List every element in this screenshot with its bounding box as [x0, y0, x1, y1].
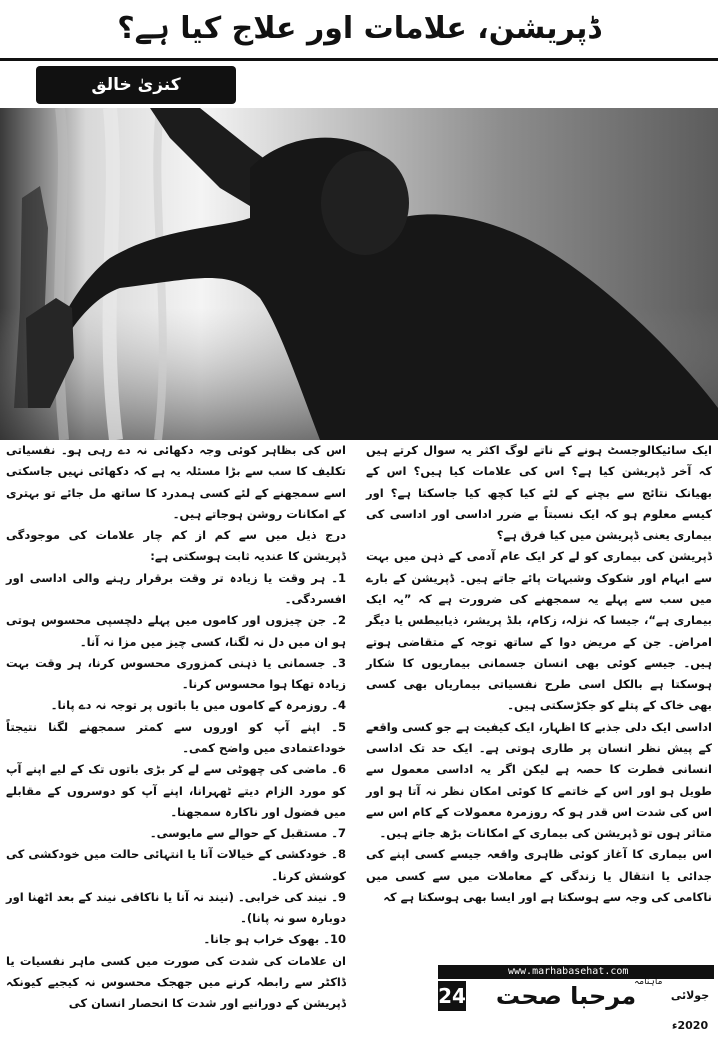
symptom-item: 2۔ جن چیزوں اور کاموں میں پہلے دلچسپی محسوس ہوتی ہو ان میں دل نہ لگنا، کسی چیز میں مزا نہ آنا۔	[6, 613, 346, 649]
paragraph: درج ذیل میں سے کم از کم چار علامات کی موجودگی ڈپریشن کا عندیہ ثابت ہوسکتی ہے:	[6, 528, 346, 564]
article-title: ڈپریشن، علامات اور علاج کیا ہے؟	[117, 11, 601, 46]
symptom-item: 9۔ نیند کی خرابی۔ (نیند نہ آنا یا ناکافی نیند کے بعد اٹھنا اور دوبارہ سو نہ پانا)۔	[6, 889, 346, 926]
symptom-item: 1۔ ہر وقت یا زیادہ تر وقت برقرار رہنے والی اداسی اور افسردگی۔	[6, 570, 346, 606]
depressed-man-photo	[0, 108, 718, 440]
symptom-item: 4۔ روزمرہ کے کاموں میں یا باتوں پر توجہ نہ دے پانا۔	[50, 698, 346, 713]
page-number: 24	[438, 981, 466, 1011]
article-column-right	[366, 440, 712, 908]
author-badge: کنزیٰ خالق	[36, 66, 236, 104]
symptom-item: 7۔ مستقبل کے حوالے سے مایوسی۔	[149, 826, 346, 841]
magazine-logo: مرحبا صحت	[495, 982, 637, 1010]
issue-date: جولائی 2020ء	[670, 989, 710, 1032]
paragraph: ان علامات کی شدت کی صورت میں کسی ماہر نفسیات یا ڈاکٹر سے رابطہ کرنے میں جھجک محسوس نہ کیجیے کیونکہ ڈپریشن کے دورانیے اور شدت کا انحصار انسان کی	[6, 953, 346, 1011]
symptom-item: 10۔ بھوک خراب ہو جانا۔	[203, 932, 346, 947]
article-column-left	[6, 440, 346, 1015]
symptom-item: 8۔ خودکشی کے خیالات آنا یا انتہائی حالت میں خودکشی کی کوشش کرنا۔	[6, 847, 346, 883]
symptom-item: 3۔ جسمانی یا ذہنی کمزوری محسوس کرنا، ہر وقت بہت زیادہ تھکا ہوا محسوس کرنا۔	[6, 655, 346, 692]
symptom-item: 6۔ ماضی کی چھوٹی سے لے کر بڑی باتوں تک کے لیے اپنے آپ کو مورد الزام دیتے ٹھہرانا، اپنے آپ کو دوسروں کے مقابلے میں فضول اور ناکارہ سمجھنا۔	[6, 762, 346, 819]
paragraph: اس کی بظاہر کوئی وجہ دکھائی نہ دے رہی ہو۔ نفسیاتی تکلیف کا سب سے بڑا مسئلہ یہ ہے کہ دکھائی نہیں جاسکتی اسے سمجھنے کے لئے کسی ہمدرد کا ساتھ مل جائے تو بہتری کے امکانات روشن ہوجاتے ہیں۔	[6, 443, 346, 521]
paragraph: اداسی ایک دلی جذبے کا اظہار، ایک کیفیت ہے جو کسی واقعے کے پیش نظر انسان پر طاری ہوتی ہے۔ ایک حد تک اداسی انسانی فطرت کا حصہ ہے لیکن اگر یہ اداسی معمول سے طویل ہو اور اس کے خاتمے کا کوئی امکان نظر نہ آتا ہو اور اس کی شدت اس قدر ہو کہ روزمرہ معمولات کے کام اس سے متاثر ہوں تو ڈپریشن کی بیماری کے امکانات بڑھ جاتے ہیں۔	[366, 719, 712, 841]
website-url[interactable]: www.marhabasehat.com	[438, 965, 714, 979]
magazine-frequency: ماہنامہ	[634, 977, 663, 987]
paragraph: ایک سائیکالوجسٹ ہونے کے ناتے لوگ اکثر یہ سوال کرتے ہیں کہ آخر ڈپریشن کیا ہے؟ اس کی علامات کیا ہیں؟ اس کے بھیانک نتائج سے بچنے کے لئے کیا کچھ کیا جاسکتا ہے؟ اور کیسے معلوم ہو کہ ایک نسبتاً بے ضرر اداسی اور اداسی کی بیماری یعنی ڈپریشن میں کیا فرق ہے؟	[366, 443, 712, 543]
paragraph: ڈپریشن کی بیماری کو لے کر ایک عام آدمی کے ذہن میں بہت سے ابہام اور شکوک وشبہات پائے جاتے ہیں۔ ڈپریشن کے بارے میں سب سے پہلے یہ سمجھنے کی ضرورت ہے کہ ”یہ ایک بیماری ہے“، جیسا کہ نزلہ، زکام، بلڈ پریشر، ذیابیطس یا دیگر امراض۔ جن کے مریض دوا کے ساتھ توجہ کے متقاضی ہوتے ہیں۔ جیسے کوئی بھی انسان جسمانی بیماریوں کا شکار ہوسکتا ہے بالکل اسی طرح نفسیاتی بیماریاں بھی کسی بھی خاک کے پتلے کو جکڑسکتی ہیں۔	[366, 549, 712, 713]
title-divider	[0, 58, 718, 61]
article-photo	[0, 108, 718, 440]
paragraph: اس بیماری کا آغاز کوئی ظاہری واقعہ جیسے کسی اپنے کی جدائی یا انتقال یا زندگی کے معاملات میں سے کسی میں ناکامی کی وجہ سے ہوسکتا ہے اور ایسا بھی ہوسکتا ہے کہ	[366, 847, 712, 904]
page-footer	[438, 965, 714, 1032]
symptom-item: 5۔ اپنے آپ کو اوروں سے کمتر سمجھنے لگنا نتیجتاً خوداعتمادی میں واضح کمی۔	[6, 719, 346, 755]
